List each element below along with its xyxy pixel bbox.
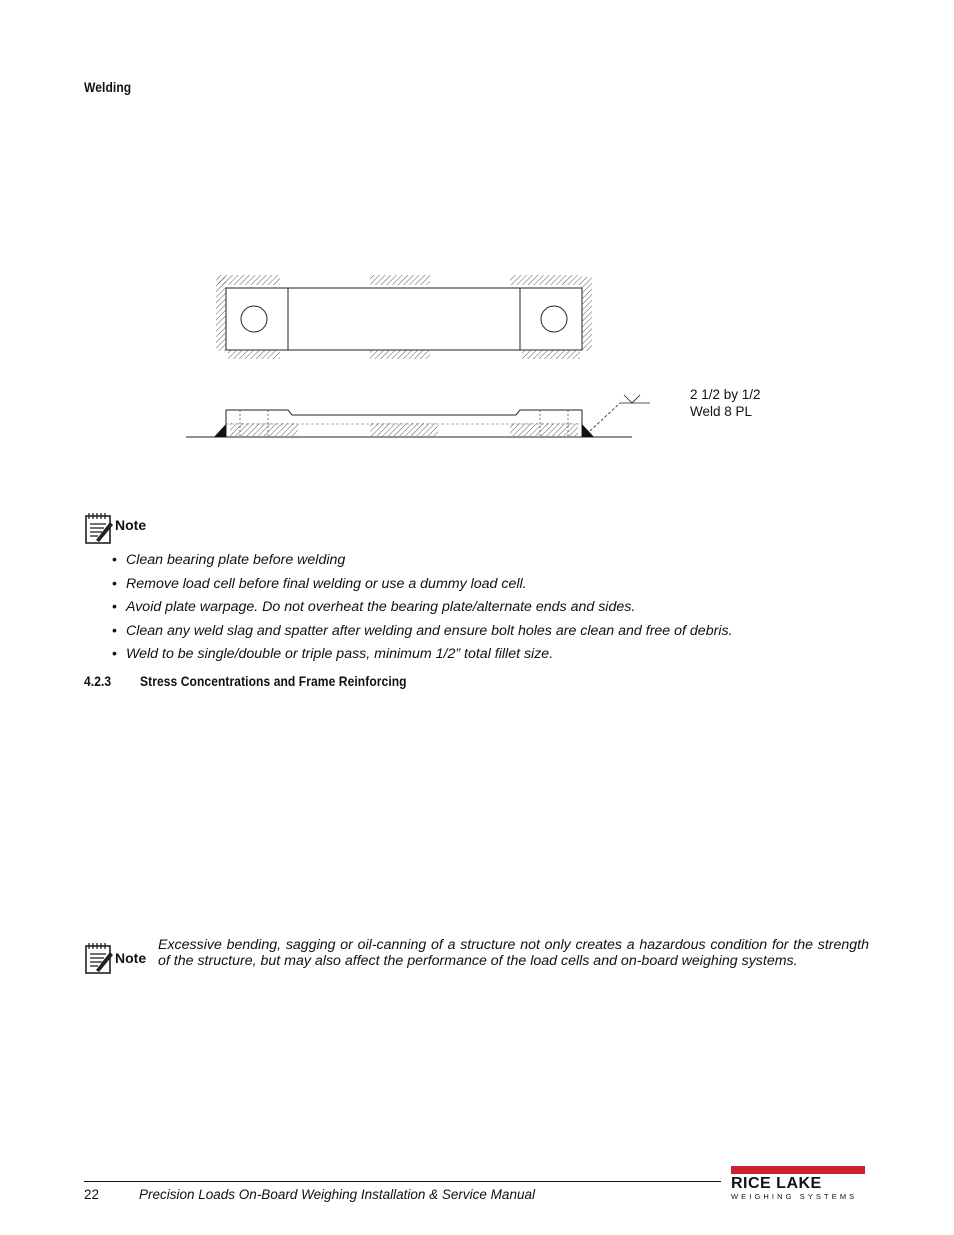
note-label-2: Note xyxy=(115,950,147,966)
weld-callout-size: 2 1/2 by 1/2 xyxy=(690,387,761,402)
top-view-plate xyxy=(226,288,582,350)
weld-callout xyxy=(690,386,761,420)
note-pad-icon xyxy=(84,941,114,975)
side-view-plate xyxy=(186,395,650,437)
weld-fillet-right xyxy=(582,424,594,437)
weld-fillet-left xyxy=(214,424,226,437)
manual-title: Precision Loads On-Board Weighing Installation & Service Manual xyxy=(139,1187,535,1202)
list-item: • Clean any weld slag and spatter after welding and ensure bolt holes are clean and free of debris. xyxy=(112,622,733,646)
note-icon-2 xyxy=(84,941,114,980)
weld-callout-spec: Weld 8 PL xyxy=(690,404,753,419)
logo-red-bar xyxy=(731,1166,865,1174)
section-title: Stress Concentrations and Frame Reinforcing xyxy=(140,673,407,689)
rice-lake-logo xyxy=(731,1166,865,1202)
logo-wordmark: RICE LAKE xyxy=(731,1175,822,1192)
logo-subtext: WEIGHING SYSTEMS xyxy=(731,1192,858,1201)
note-text-2: Excessive bending, sagging or oil-canning of a structure not only creates a hazardous condition for the strength of the structure, but may also affect the performance of the load cells and on-board weighing systems. xyxy=(158,937,869,969)
welding-heading: Welding xyxy=(84,79,132,95)
list-item: • Weld to be single/double or triple pass, minimum 1/2” total fillet size. xyxy=(112,645,733,669)
bearing-plate-weld-diagram xyxy=(180,265,650,450)
note-label-1: Note xyxy=(115,517,147,533)
welding-notes-list xyxy=(112,551,733,669)
weld-leader-line xyxy=(590,403,620,431)
footer-rule xyxy=(84,1181,721,1182)
list-item: • Clean bearing plate before welding xyxy=(112,551,733,575)
list-item: • Remove load cell before final welding or use a dummy load cell. xyxy=(112,575,733,599)
note-icon-1 xyxy=(84,511,114,550)
page-number: 22 xyxy=(84,1187,100,1202)
bolt-hole-left xyxy=(241,306,267,332)
note-pad-icon xyxy=(84,511,114,545)
section-number: 4.2.3 xyxy=(84,673,112,689)
weld-symbol-icon xyxy=(624,395,640,403)
list-item: • Avoid plate warpage. Do not overheat the bearing plate/alternate ends and sides. xyxy=(112,598,733,622)
bolt-hole-right xyxy=(541,306,567,332)
